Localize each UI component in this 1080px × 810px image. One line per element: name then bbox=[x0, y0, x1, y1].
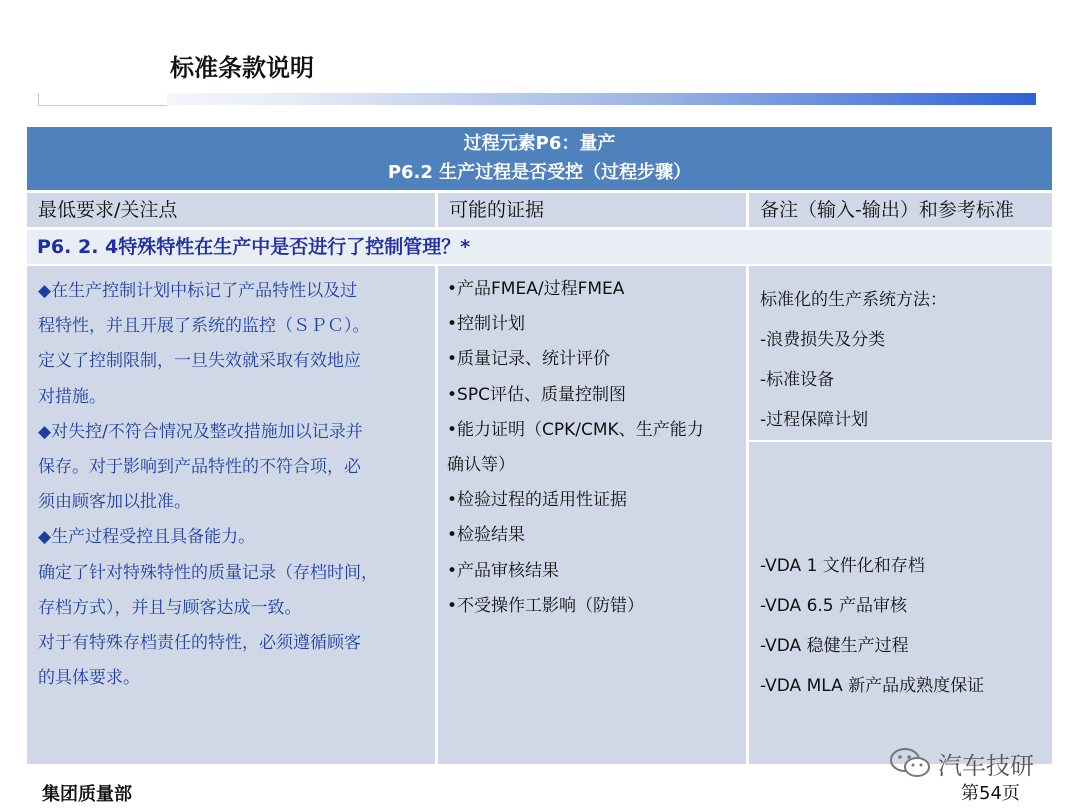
requirement-line: 定义了控制限制，一旦失效就采取有效地应 bbox=[38, 351, 361, 372]
requirement-line: 程特性，并且开展了系统的监控（ＳＰＣ）。 bbox=[38, 316, 370, 337]
evidence-item: •控制计划 bbox=[447, 314, 526, 335]
page-title: 标准条款说明 bbox=[170, 54, 314, 82]
evidence-item: •不受操作工影响（防错） bbox=[447, 595, 645, 616]
note-line: -浪费损失及分类 bbox=[760, 330, 886, 350]
wechat-icon bbox=[888, 746, 932, 780]
evidence-item: •能力证明（CPK/CMK、生产能力 bbox=[447, 419, 704, 440]
requirement-line: 对于有特殊存档责任的特性，必须遵循顾客 bbox=[38, 633, 361, 654]
clause-subheading: P6. 2. 4特殊特性在生产中是否进行了控制管理？* bbox=[27, 230, 1052, 264]
evidence-item: •产品FMEA/过程FMEA bbox=[447, 279, 625, 299]
standard-clause-table bbox=[27, 127, 1052, 767]
evidence-item: 确认等） bbox=[447, 455, 515, 476]
evidence-item: •检验过程的适用性证据 bbox=[447, 490, 628, 511]
evidence-cell bbox=[438, 266, 746, 764]
requirement-line: 存档方式），并且与顾客达成一致。 bbox=[38, 597, 302, 618]
reference-line: -VDA 6.5 产品审核 bbox=[760, 596, 908, 616]
requirement-line: ◆对失控/不符合情况及整改措施加以记录并 bbox=[38, 421, 363, 442]
evidence-item: •SPC评估、质量控制图 bbox=[447, 384, 626, 405]
requirement-line: 须由顾客加以批准。 bbox=[38, 492, 191, 513]
reference-line: -VDA 1 文件化和存档 bbox=[760, 556, 925, 576]
column-header-evidence: 可能的证据 bbox=[438, 193, 746, 227]
table-header bbox=[27, 127, 1052, 190]
header-process-question: P6.2 生产过程是否受控（过程步骤） bbox=[387, 162, 692, 183]
gradient-strip bbox=[38, 93, 1036, 105]
reference-line: -VDA 稳健生产过程 bbox=[760, 636, 909, 656]
requirement-line: 保存。对于影响到产品特性的不符合项，必 bbox=[38, 457, 361, 478]
requirement-line: ◆在生产控制计划中标记了产品特性以及过 bbox=[38, 281, 358, 301]
note-line: -过程保障计划 bbox=[760, 410, 869, 430]
column-header-notes: 备注（输入-输出）和参考标准 bbox=[749, 193, 1052, 227]
footer-department: 集团质量部 bbox=[42, 784, 132, 805]
evidence-item: •检验结果 bbox=[447, 525, 526, 546]
page-number: 第54页 bbox=[961, 783, 1020, 804]
evidence-list bbox=[447, 272, 742, 624]
column-header-requirements: 最低要求/关注点 bbox=[27, 193, 435, 227]
requirement-line: 确定了针对特殊特性的质量记录（存档时间， bbox=[38, 562, 378, 583]
note-line: -标准设备 bbox=[760, 370, 835, 390]
reference-line: -VDA MLA 新产品成熟度保证 bbox=[760, 676, 985, 696]
watermark bbox=[888, 746, 1034, 780]
requirement-line: 的具体要求。 bbox=[38, 668, 140, 689]
notes-reference-standards bbox=[760, 546, 984, 706]
requirement-line: 对措施。 bbox=[38, 386, 106, 407]
watermark-text: 汽车技研 bbox=[938, 751, 1034, 780]
requirement-line: ◆生产过程受控且具备能力。 bbox=[38, 527, 256, 548]
title-bar-inset bbox=[38, 93, 167, 106]
requirements-text bbox=[38, 274, 428, 696]
notes-methods-block bbox=[749, 266, 1052, 442]
title-underline-bar bbox=[38, 93, 1036, 105]
header-process-element: 过程元素P6：量产 bbox=[463, 133, 616, 154]
evidence-item: •质量记录、统计评价 bbox=[447, 349, 611, 370]
notes-cell bbox=[749, 266, 1052, 764]
requirements-cell bbox=[27, 266, 435, 764]
note-line: 标准化的生产系统方法： bbox=[760, 290, 947, 310]
evidence-item: •产品审核结果 bbox=[447, 560, 560, 581]
